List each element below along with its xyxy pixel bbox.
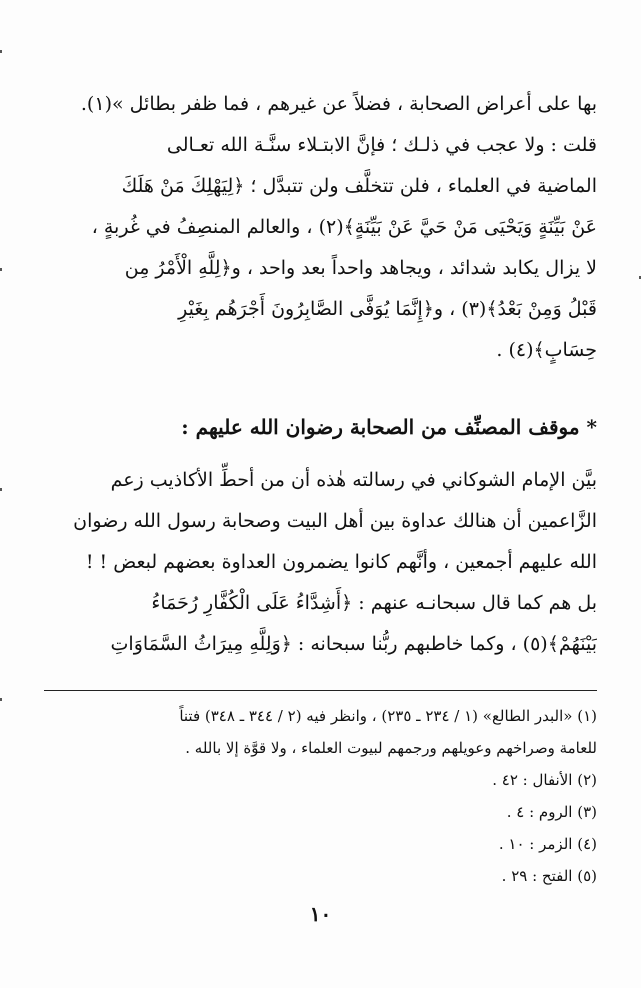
text-line: بل هم كما قال سبحانـه عنهم : ﴿أَشِدَّاءُ عَلَى الْكُفَّارِ رُحَمَاءُ (151, 592, 597, 614)
text-line: لا يزال يكابد شدائد ، ويجاهد واحداً بعد واحد ، و﴿لِلَّهِ الْأَمْرُ مِن (124, 257, 597, 279)
footnote-line: (١) «البدر الطالع» (١ / ٢٣٤ ـ ٢٣٥) ، وانظر فيه (٢ / ٣٤٤ ـ ٣٤٨) فتناً (179, 707, 597, 725)
footnote-divider (44, 690, 597, 691)
footnote-line: (٤) الزمر : ١٠ . (498, 835, 597, 853)
footnote-line: (٥) الفتح : ٢٩ . (501, 867, 597, 885)
scan-speck (0, 268, 2, 271)
footnotes (44, 700, 597, 892)
text-line: قَبْلُ وَمِنْ بَعْدُ﴾(٣) ، و﴿إِنَّمَا يُوَفَّى الصَّابِرُونَ أَجْرَهُم بِغَيْرِ (178, 298, 597, 320)
main-text-bottom (54, 460, 597, 665)
text-line: الله عليهم أجمعين ، وأنَّهم كانوا يضمرون العداوة بعضهم لبعض ! ! (85, 551, 597, 573)
footnote-line: (٣) الروم : ٤ . (506, 803, 597, 821)
text-line: بيَّن الإمام الشوكاني في رسالته هٰذه أن من أحطِّ الأكاذيب زعم (110, 469, 597, 491)
text-line: قلت : ولا عجب في ذلـك ؛ فإنَّ الابتـلاء سنَّـة الله تعـالى (166, 134, 597, 156)
text-line: بَيْنَهُمْ﴾(٥) ، وكما خاطبهم ربُّنا سبحانه : ﴿وَلِلَّهِ مِيرَاثُ السَّمَاوَاتِ (110, 633, 597, 655)
main-text-top (54, 84, 597, 371)
text-line: حِسَابٍ﴾(٤) . (496, 339, 597, 361)
scan-speck (0, 50, 2, 53)
footnote-line: (٢) الأنفال : ٤٢ . (492, 771, 597, 789)
page-number: ١٠ (309, 902, 332, 926)
footnote-line: للعامة وصراخهم وعويلهم ورجمهم لبيوت العلماء ، ولا قوَّة إلا بالله . (185, 739, 597, 757)
scan-speck (0, 488, 2, 491)
text-line: بها على أعراض الصحابة ، فضلاً عن غيرهم ، فما ظفر بطائل »(١). (80, 93, 597, 115)
text-line: الماضية في العلماء ، فلن تتخلَّف ولن تتبدَّل ؛ ﴿لِيَهْلِكَ مَنْ هَلَكَ (121, 175, 597, 197)
text-line: الزَّاعمين أن هنالك عداوة بين أهل البيت وصحابة رسول الله رضوان (73, 510, 597, 532)
section-heading: * موقف المصنِّف من الصحابة رضوان الله عليهم : (181, 415, 597, 439)
scan-speck (0, 698, 2, 701)
text-line: عَنْ بَيِّنَةٍ وَيَحْيَى مَنْ حَيَّ عَنْ بَيِّنَةٍ﴾(٢) ، والعالم المنصِفُ في غُربةٍ ، (91, 216, 597, 238)
